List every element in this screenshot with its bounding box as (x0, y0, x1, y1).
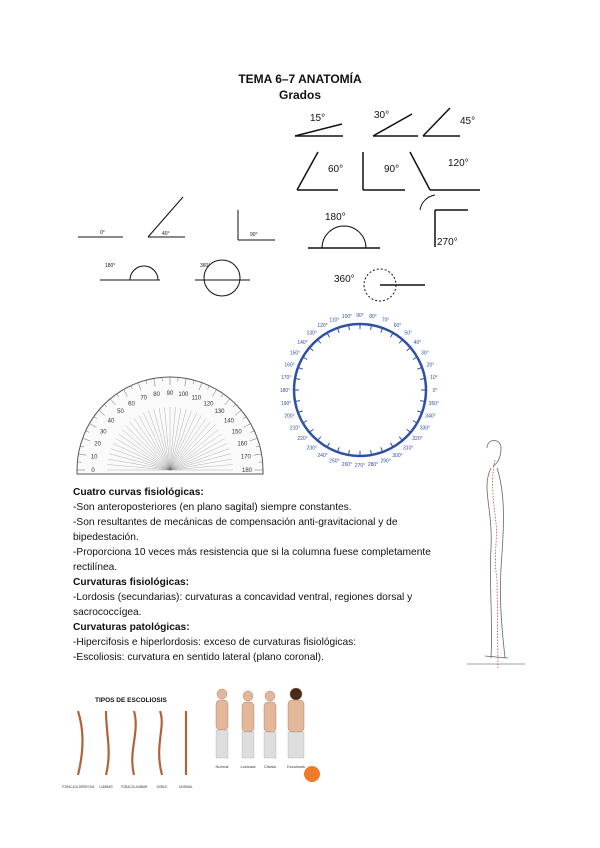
label-120: 120° (448, 158, 469, 169)
label-45: 45° (460, 116, 476, 127)
circle-label: 240° (317, 452, 328, 459)
circle-label: 350° (428, 401, 440, 408)
circle-tick (407, 429, 411, 432)
label-360: 360° (334, 274, 355, 285)
circle-label: 30° (421, 350, 429, 357)
scoliosis-type-5: NORMAL (179, 785, 193, 789)
protractor-label: 40 (107, 418, 115, 425)
circle-label: 50° (404, 330, 412, 337)
page-title: TEMA 6–7 ANATOMÍA (238, 72, 362, 86)
scoliosis-title: TIPOS DE ESCOLIOSIS (95, 697, 167, 704)
scoliosis-type-2: LUMBAR (99, 785, 113, 789)
circle-tick (399, 437, 402, 441)
protractor-label: 170 (240, 454, 251, 461)
circle-label: 70° (381, 317, 390, 324)
scoliosis-type-1: TORACICA DERECHA (61, 785, 95, 789)
protractor-label: 140 (223, 418, 234, 425)
scoliosis-type-3: TORACOLUMBAR (120, 785, 148, 789)
circle-label: 130° (306, 330, 317, 337)
circle-label: 90° (356, 313, 364, 319)
circle-tick (407, 348, 411, 351)
protractor-label: 30 (99, 429, 107, 436)
scoliosis-type-4: DOBLE (156, 785, 168, 789)
text-line-1: -Son anteroposteriores (en plano sagital) siempre constantes. (73, 502, 352, 513)
circle-label: 320° (412, 436, 423, 443)
circle-label: 200° (284, 413, 295, 420)
circle-tick (318, 339, 321, 343)
circle-tick (309, 429, 313, 432)
circle-label: 250° (329, 458, 340, 465)
protractor-label: 120 (203, 401, 214, 408)
protractor-label: 50 (117, 409, 124, 416)
posture-label-3: Cifosis (263, 764, 277, 769)
circle-label: 170° (280, 374, 292, 381)
protractor-label: 150 (231, 429, 242, 436)
label-15: 15° (310, 113, 326, 124)
scoliosis-spines (61, 705, 206, 795)
posture-label-2: Lordosis (240, 764, 256, 769)
circle-label: 290° (380, 458, 391, 465)
circle-label: 60° (393, 323, 402, 330)
protractor-label: 180 (241, 468, 253, 474)
circle-tick (309, 348, 313, 351)
protractor-label: 60 (128, 401, 135, 408)
protractor-label: 130 (214, 409, 225, 416)
protractor-label: 110 (191, 395, 202, 402)
protractor-label: 10 (90, 454, 98, 461)
circle-label: 40° (413, 339, 422, 346)
label-small-40: 40° (162, 231, 170, 237)
label-small-0: 0° (100, 230, 105, 236)
text-line-5: -Hipercifosis e hiperlordosis: exceso de curvaturas fisiológicas: (73, 637, 357, 648)
circle-tick (318, 437, 321, 441)
text-line-2: -Son resultantes de mecánicas de compensación anti-gravitacional y de bipedestación. (73, 517, 398, 543)
text-line-6: -Escoliosis: curvatura en sentido lateral (plano coronal). (73, 652, 324, 663)
protractor-diagram (72, 370, 268, 480)
circle-label: 220° (297, 436, 308, 443)
circle-label: 110° (329, 317, 340, 324)
circle-degree-scale (280, 300, 440, 480)
circle-label: 280° (367, 461, 379, 468)
protractor-label: 0 (91, 468, 95, 474)
label-60: 60° (328, 164, 344, 175)
protractor-label: 90 (166, 391, 174, 397)
circle-label: 150° (289, 350, 301, 357)
circle-label: 230° (306, 445, 317, 452)
circle-label: 120° (317, 323, 328, 330)
circle-label: 180° (279, 388, 291, 394)
circle-label: 20° (426, 362, 435, 369)
heading-curvaturas-fisiologicas: Curvaturas fisiológicas: (73, 577, 190, 588)
circle-label: 140° (297, 339, 308, 346)
circle-label: 340° (425, 413, 436, 420)
circle-label: 310° (403, 445, 414, 452)
posture-figures (208, 682, 313, 782)
heading-curvaturas-patologicas: Curvaturas patológicas: (73, 622, 190, 633)
protractor-label: 100 (178, 392, 189, 399)
circle-label: 300° (392, 452, 403, 459)
posture-label-1: Normal (215, 764, 229, 769)
circle-label: 80° (369, 314, 377, 321)
label-30: 30° (374, 110, 390, 121)
page-subtitle: Grados (278, 88, 321, 102)
circle-label: 270° (354, 463, 366, 469)
label-180: 180° (325, 212, 346, 223)
protractor-label: 80 (153, 392, 160, 399)
label-90: 90° (384, 164, 400, 175)
heading-cuatro-curvas: Cuatro curvas fisiológicas: (73, 487, 204, 498)
posture-label-4: Escoliosis (287, 764, 305, 769)
circle-tick (399, 339, 402, 343)
label-small-360: 360° (200, 263, 211, 269)
orange-marker (304, 766, 320, 782)
spine-side-figure (463, 438, 529, 670)
circle-label: 160° (284, 362, 295, 369)
angle-diagrams (60, 100, 480, 300)
circle-label: 210° (289, 425, 301, 432)
circle-label: 190° (280, 401, 292, 408)
protractor-label: 160 (237, 441, 248, 448)
body-text (73, 485, 443, 665)
circle-label: 100° (341, 314, 353, 321)
circle-label: 260° (341, 461, 353, 468)
protractor-label: 20 (94, 441, 101, 448)
circle-label: 330° (419, 425, 431, 432)
circle-label: 0° (432, 388, 438, 394)
label-270: 270° (437, 237, 458, 248)
text-line-3: -Proporciona 10 veces más resistencia que si la columna fuese completamente rectilínea. (73, 547, 431, 573)
circle-label: 10° (430, 374, 438, 381)
label-small-180: 180° (105, 263, 116, 269)
protractor-label: 70 (140, 395, 148, 402)
label-small-90: 90° (250, 232, 258, 238)
text-line-4: -Lordosis (secundarias): curvaturas a concavidad ventral, regiones dorsal y sacrococcígea. (73, 592, 413, 618)
